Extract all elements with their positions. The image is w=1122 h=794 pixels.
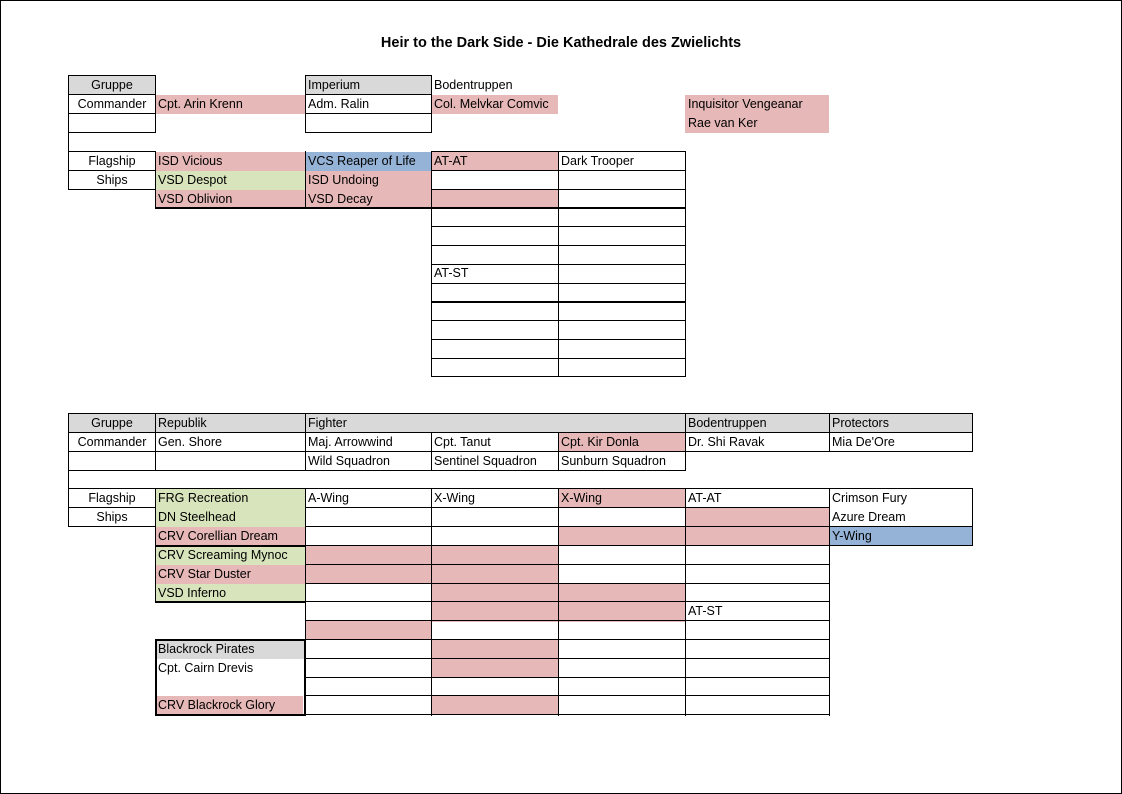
top-ships-label: Ships bbox=[96, 173, 128, 187]
bottom-flagship-label: Flagship bbox=[88, 491, 136, 505]
grid-line bbox=[829, 488, 830, 716]
grid-line bbox=[431, 488, 432, 716]
empty-pink-cell bbox=[431, 696, 558, 715]
grid-line bbox=[155, 151, 156, 209]
commander-cell: Cpt. Arin Krenn bbox=[155, 95, 305, 114]
commander-cell: Mia De'Ore bbox=[832, 435, 895, 449]
top-gruppe-label: Gruppe bbox=[69, 76, 155, 95]
grid-line bbox=[68, 507, 156, 508]
grid-line bbox=[431, 320, 686, 321]
bodentruppen-header: Bodentruppen bbox=[434, 78, 513, 92]
bottom-gruppe-label: Gruppe bbox=[69, 414, 155, 433]
grid-line bbox=[155, 207, 432, 209]
ship-cell: VSD Despot bbox=[155, 171, 305, 190]
grid-line bbox=[68, 170, 156, 171]
empty-pink-cell bbox=[685, 508, 829, 546]
grid-line bbox=[68, 413, 69, 527]
fighter-cell: X-Wing bbox=[558, 489, 685, 508]
grid-line bbox=[305, 507, 829, 508]
grid-line bbox=[68, 151, 156, 152]
bodentruppen-header: Bodentruppen bbox=[685, 414, 829, 433]
ship-cell: FRG Recreation bbox=[155, 489, 305, 508]
grid-line bbox=[68, 526, 156, 527]
commander-cell: Cpt. Tanut bbox=[434, 435, 491, 449]
empty-pink-cell bbox=[305, 546, 431, 584]
grid-line bbox=[305, 526, 973, 527]
grid-line bbox=[972, 413, 973, 452]
top-commander-label: Commander bbox=[77, 97, 147, 111]
grid-line bbox=[155, 413, 156, 471]
grid-line bbox=[431, 207, 686, 209]
ground-unit-cell: AT-ST bbox=[688, 604, 723, 618]
squadron-cell: Sentinel Squadron bbox=[434, 454, 537, 468]
grid-line bbox=[558, 432, 559, 471]
grid-line bbox=[68, 113, 156, 114]
ship-cell: DN Steelhead bbox=[155, 508, 305, 527]
ship-cell: VCS Reaper of Life bbox=[305, 152, 431, 171]
pirates-ship: CRV Blackrock Glory bbox=[155, 696, 303, 715]
inquisitor-cell: Rae van Ker bbox=[685, 114, 829, 133]
commander-cell: Col. Melvkar Comvic bbox=[431, 95, 558, 114]
empty-pink-cell bbox=[305, 621, 431, 640]
commander-cell: Maj. Arrowwind bbox=[308, 435, 393, 449]
ship-cell: VSD Oblivion bbox=[155, 190, 305, 208]
inquisitor-cell: Inquisitor Vengeanar bbox=[685, 95, 829, 114]
grid-line bbox=[68, 451, 973, 452]
grid-line bbox=[685, 413, 686, 471]
grid-line bbox=[68, 132, 156, 133]
grid-line bbox=[431, 189, 686, 190]
grid-line bbox=[972, 488, 973, 546]
grid-line bbox=[68, 75, 69, 190]
protectors-header: Protectors bbox=[829, 414, 972, 433]
fighter-cell: X-Wing bbox=[434, 491, 475, 505]
grid-line bbox=[305, 545, 973, 546]
grid-line bbox=[68, 75, 156, 76]
grid-line bbox=[68, 189, 156, 190]
fighter-header: Fighter bbox=[305, 414, 685, 433]
grid-line bbox=[305, 639, 829, 640]
grid-line bbox=[68, 94, 156, 95]
grid-line bbox=[305, 151, 306, 209]
empty-pink-cell bbox=[558, 584, 685, 622]
grid-line bbox=[305, 677, 829, 678]
ground-unit-cell: AT-ST bbox=[434, 266, 469, 280]
grid-line bbox=[305, 620, 829, 621]
grid-line bbox=[431, 376, 686, 377]
grid-line bbox=[68, 413, 973, 414]
grid-line bbox=[431, 245, 686, 246]
grid-line bbox=[305, 714, 829, 715]
grid-line bbox=[431, 432, 432, 471]
ship-cell: VSD Inferno bbox=[155, 584, 305, 602]
grid-line bbox=[155, 639, 157, 716]
grid-line bbox=[305, 94, 432, 95]
commander-cell: Gen. Shore bbox=[158, 435, 222, 449]
ship-cell: CRV Corellian Dream bbox=[155, 527, 305, 546]
commander-cell: Dr. Shi Ravak bbox=[688, 435, 765, 449]
grid-line bbox=[305, 132, 432, 133]
grid-line bbox=[558, 488, 559, 716]
grid-line bbox=[431, 75, 432, 133]
top-flagship-label: Flagship bbox=[88, 154, 136, 168]
grid-line bbox=[431, 358, 686, 359]
grid-line bbox=[305, 564, 829, 565]
imperium-header: Imperium bbox=[305, 76, 431, 95]
grid-line bbox=[685, 488, 686, 716]
empty-pink-cell bbox=[431, 584, 558, 622]
grid-line bbox=[305, 601, 829, 602]
commander-cell: Cpt. Kir Donla bbox=[558, 433, 685, 452]
grid-line bbox=[305, 413, 306, 471]
grid-line bbox=[68, 470, 686, 471]
protector-cell: Y-Wing bbox=[829, 527, 972, 545]
empty-pink-cell bbox=[431, 640, 558, 678]
grid-line bbox=[431, 264, 686, 265]
grid-line bbox=[155, 75, 156, 133]
grid-line bbox=[431, 226, 686, 227]
grid-line bbox=[305, 75, 306, 133]
grid-line bbox=[68, 488, 973, 489]
sheet-title: Heir to the Dark Side - Die Kathedrale des Zwielichts bbox=[380, 35, 742, 51]
ground-unit-cell: AT-AT bbox=[688, 491, 722, 505]
grid-line bbox=[305, 658, 829, 659]
bottom-ships-label: Ships bbox=[96, 510, 128, 524]
ground-unit-cell: Dark Trooper bbox=[561, 154, 634, 168]
grid-line bbox=[431, 283, 686, 284]
protector-cell: Azure Dream bbox=[832, 510, 906, 524]
pirates-header: Blackrock Pirates bbox=[155, 640, 305, 659]
ship-cell: CRV Star Duster bbox=[155, 565, 305, 584]
pirates-commander: Cpt. Cairn Drevis bbox=[158, 661, 254, 675]
bottom-commander-label: Commander bbox=[77, 435, 147, 449]
ship-cell: ISD Undoing bbox=[305, 171, 431, 190]
grid-line bbox=[305, 695, 829, 696]
ground-unit-cell: AT-AT bbox=[431, 152, 558, 171]
grid-line bbox=[304, 639, 306, 716]
grid-line bbox=[68, 432, 973, 433]
ship-cell: CRV Screaming Mynoc bbox=[155, 546, 305, 565]
grid-line bbox=[305, 583, 829, 584]
empty-pink-cell bbox=[558, 527, 685, 546]
grid-line bbox=[155, 639, 306, 641]
commander-cell: Adm. Ralin bbox=[308, 97, 370, 111]
grid-line bbox=[431, 170, 686, 171]
protector-cell: Crimson Fury bbox=[832, 491, 908, 505]
squadron-cell: Wild Squadron bbox=[308, 454, 390, 468]
empty-pink-cell bbox=[431, 190, 558, 208]
grid-line bbox=[155, 714, 306, 716]
fighter-cell: A-Wing bbox=[308, 491, 349, 505]
ship-cell: VSD Decay bbox=[305, 190, 431, 208]
empty-pink-cell bbox=[431, 546, 558, 584]
grid-line bbox=[431, 151, 686, 152]
grid-line bbox=[305, 75, 432, 76]
grid-line bbox=[829, 413, 830, 452]
ship-cell: ISD Vicious bbox=[155, 152, 305, 171]
grid-line bbox=[305, 113, 432, 114]
grid-line bbox=[155, 545, 306, 547]
grid-line bbox=[431, 301, 686, 303]
grid-line bbox=[431, 339, 686, 340]
republik-header: Republik bbox=[155, 414, 305, 433]
squadron-cell: Sunburn Squadron bbox=[561, 454, 666, 468]
grid-line bbox=[155, 601, 306, 603]
